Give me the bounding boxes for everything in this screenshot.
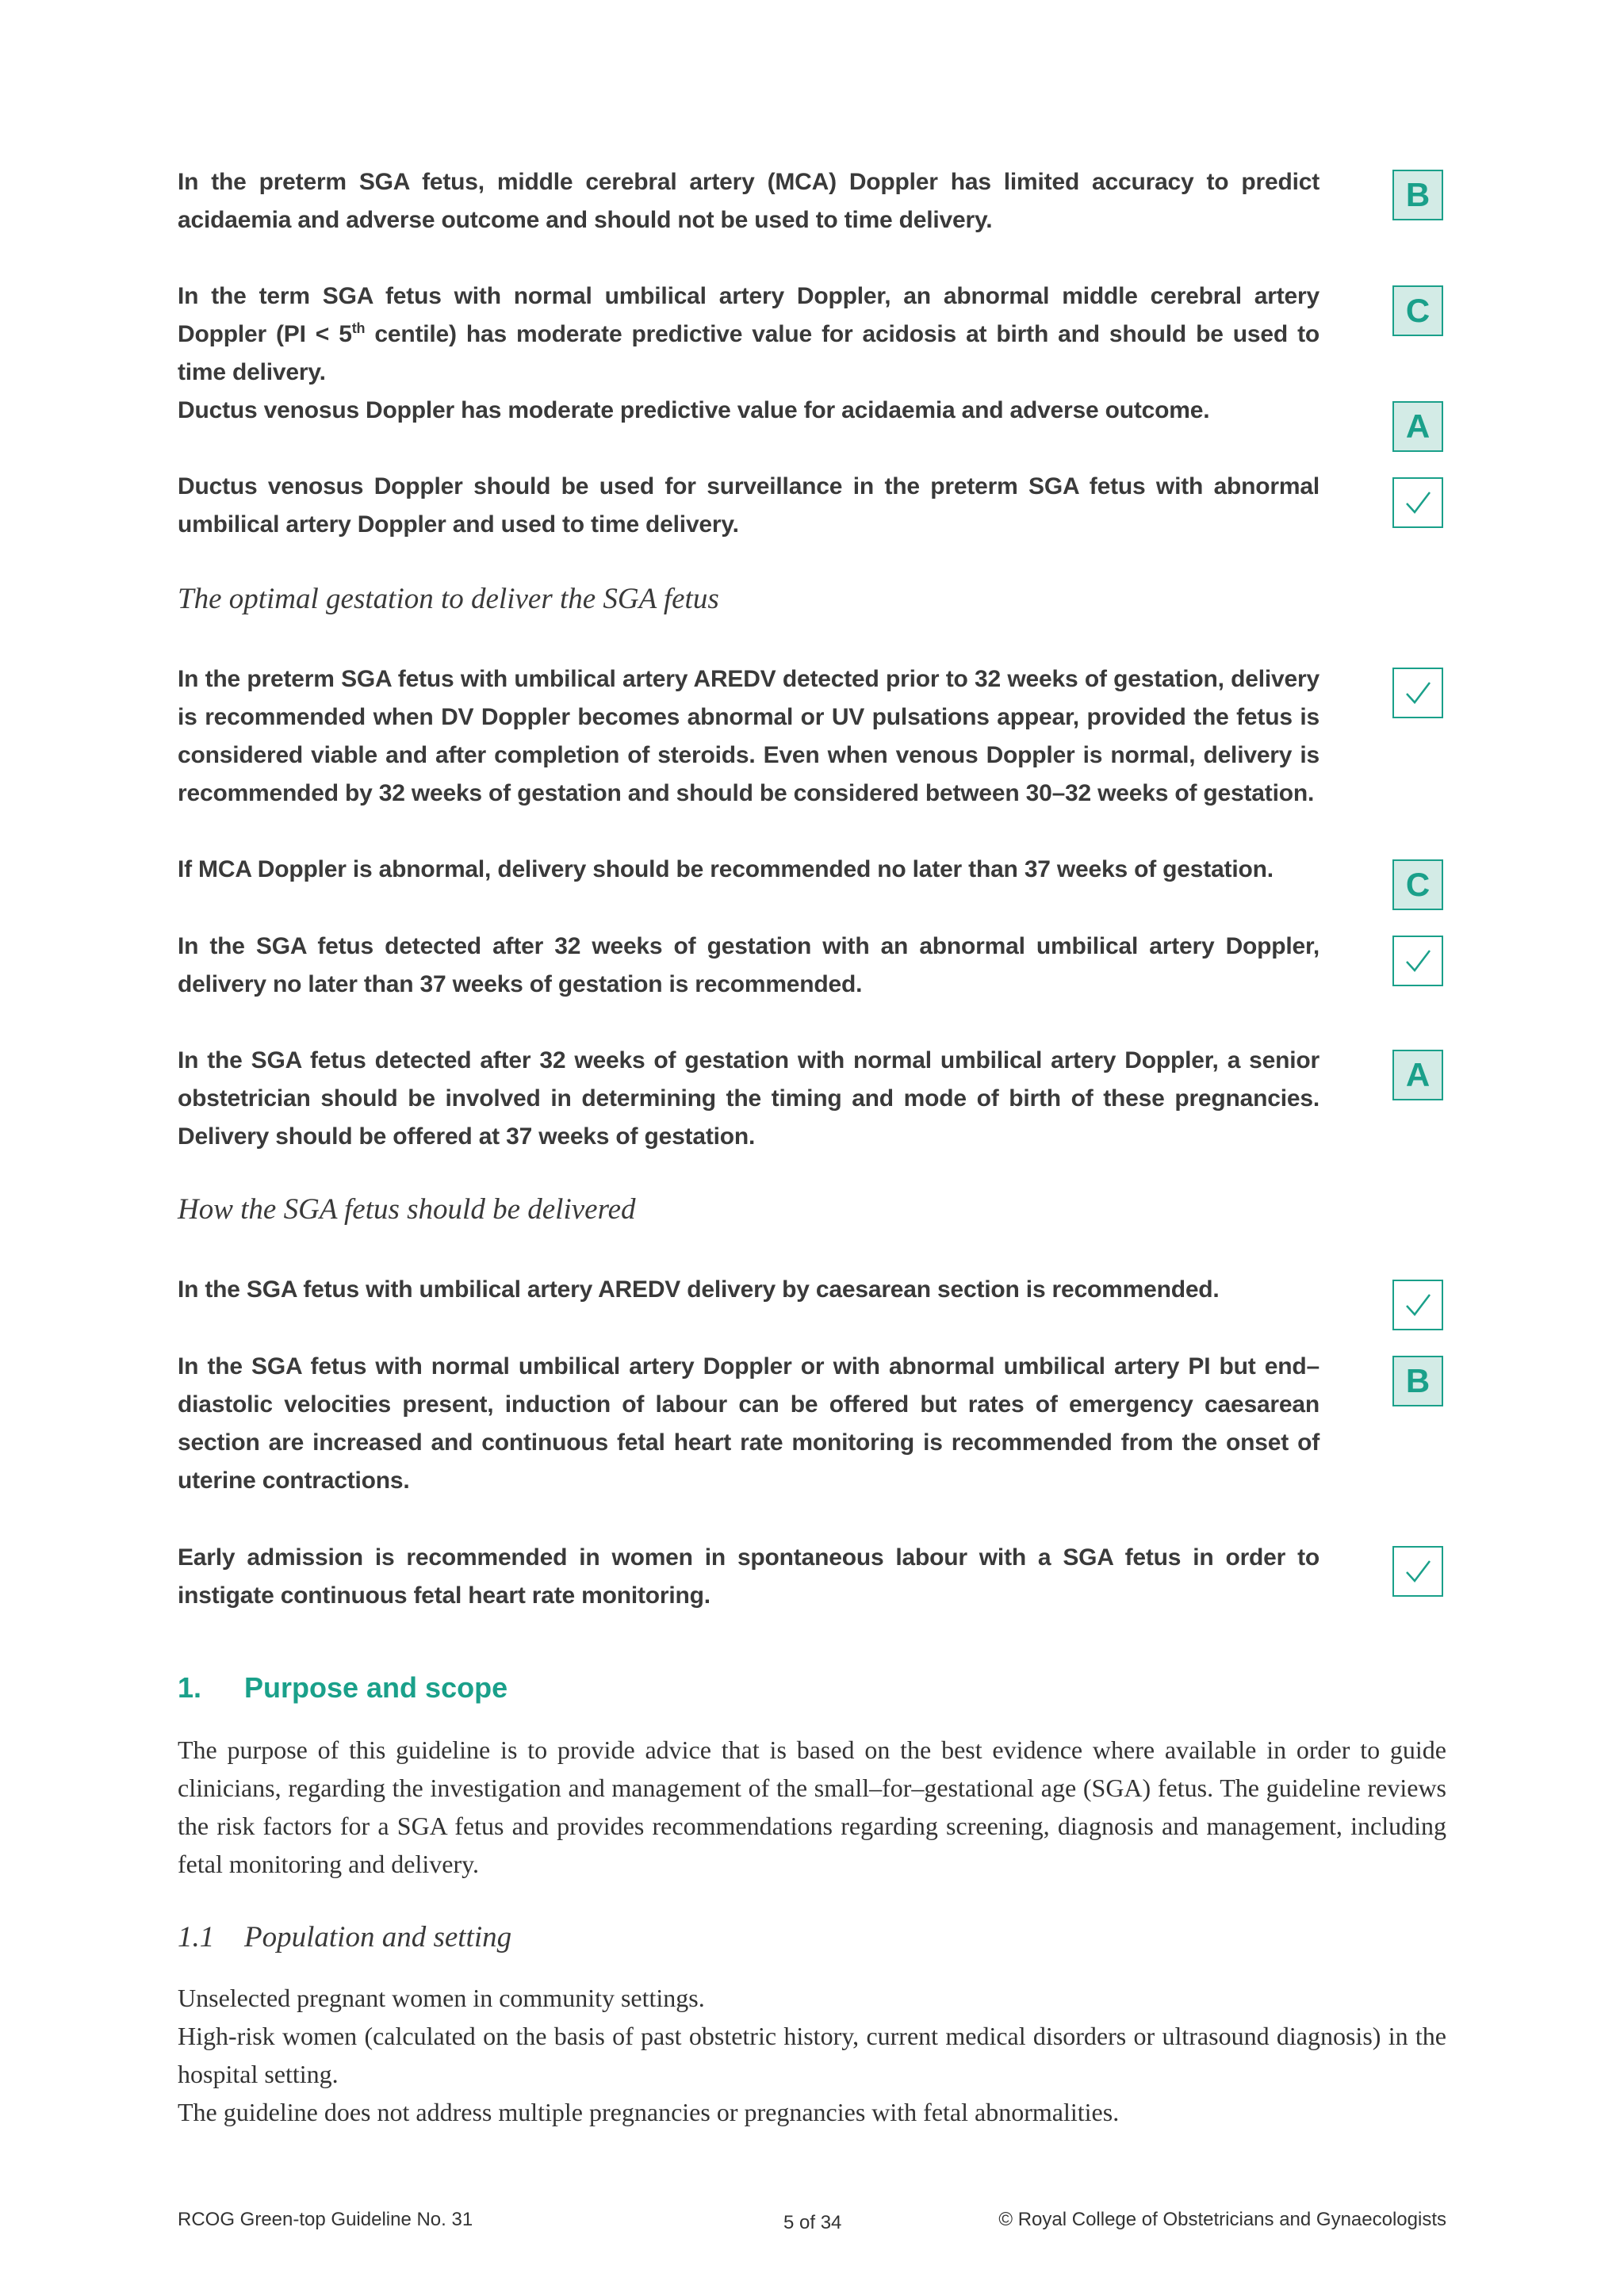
grade-badge: A [1392,401,1443,452]
subheading-optimal-gestation: The optimal gestation to deliver the SGA fetus [178,583,719,615]
check-mark-icon [1402,945,1434,977]
recommendation-9 [178,1271,1320,1309]
recommendation-8 [178,1042,1320,1156]
recommendation-text: Ductus venosus Doppler should be used for surveillance in the preterm SGA fetus with abnormal umbilical artery Doppler and used to time delivery. [178,473,1320,538]
recommendation-11 [178,1539,1320,1615]
section-heading [178,1671,508,1705]
subsection-title: Population and setting [244,1921,512,1954]
check-mark-icon [1402,1556,1434,1587]
recommendation-text: In the SGA fetus with umbilical artery AREDV delivery by caesarean section is recommended. [178,1276,1220,1303]
grade-badge-tick [1392,1546,1443,1597]
grade-badge: B [1392,170,1443,220]
recommendation-text: In the SGA fetus with normal umbilical artery Doppler or with abnormal umbilical artery PI but end–diastolic velocities present, induction of labour can be offered but rates of emergency caesarean section are increased and continuous fetal heart rate monitoring is recommended from the onset of uterine contractions. [178,1353,1320,1494]
check-mark-icon [1402,1289,1434,1321]
recommendation-text: Early admission is recommended in women in spontaneous labour with a SGA fetus in order to instigate continuous fetal heart rate monitoring. [178,1544,1320,1609]
recommendation-3 [178,392,1320,430]
grade-badge: C [1392,285,1443,336]
recommendation-4 [178,468,1320,544]
check-mark-icon [1402,487,1434,519]
recommendation-text: Ductus venosus Doppler has moderate predictive value for acidaemia and adverse outcome. [178,397,1210,423]
section-body: The purpose of this guideline is to provide advice that is based on the best evidence where available in order to guide clinicians, regarding the investigation and management of the small–for–gestational age (SGA) fetus. The guideline reviews the risk factors for a SGA fetus and provides recommendations regarding screening, diagnosis and management, including fetal monitoring and delivery. [178,1735,1446,1878]
grade-badge: B [1392,1356,1443,1406]
subsection-number: 1.1 [178,1921,215,1954]
recommendation-text: If MCA Doppler is abnormal, delivery should be recommended no later than 37 weeks of gestation. [178,856,1274,882]
check-mark-icon [1402,677,1434,709]
footer-guideline-name: RCOG Green-top Guideline No. 31 [178,2209,473,2230]
subheading-how-delivered: How the SGA fetus should be delivered [178,1193,636,1226]
grade-badge: C [1392,859,1443,910]
recommendation-2 [178,277,1320,392]
recommendation-text: In the preterm SGA fetus with umbilical artery AREDV detected prior to 32 weeks of gestation, delivery is recommended when DV Doppler becomes abnormal or UV pulsations appear, provided the fetus is considered viable and after completion of steroids. Even when venous Doppler is normal, delivery is recommended by 32 weeks of gestation and should be considered between 30–32 weeks of gestation. [178,666,1320,806]
recommendation-text: In the SGA fetus detected after 32 weeks of gestation with normal umbilical artery Doppler, a senior obstetrician should be involved in determining the timing and mode of birth of these pregnancies. Delivery should be offered at 37 weeks of gestation. [178,1047,1320,1150]
recommendation-text: In the SGA fetus detected after 32 weeks of gestation with an abnormal umbilical artery Doppler, delivery no later than 37 weeks of gestation is recommended. [178,933,1320,997]
footer-copyright: © Royal College of Obstetricians and Gynaecologists [998,2209,1446,2230]
grade-badge-tick [1392,936,1443,986]
recommendation-1 [178,163,1320,239]
body-line: The guideline does not address multiple pregnancies or pregnancies with fetal abnormalities. [178,2098,1120,2126]
body-line: High-risk women (calculated on the basis of past obstetric history, current medical disorders or ultrasound diagnosis) in the hospital setting. [178,2022,1446,2088]
subsection-body [178,1979,1446,2131]
section-number: 1. [178,1671,202,1704]
footer-page-number: 5 of 34 [783,2212,842,2233]
grade-badge-tick [1392,1280,1443,1330]
grade-badge-tick [1392,477,1443,528]
recommendation-10 [178,1348,1320,1500]
recommendation-text: In the preterm SGA fetus, middle cerebral artery (MCA) Doppler has limited accuracy to predict acidaemia and adverse outcome and should not be used to time delivery. [178,169,1320,233]
body-line: Unselected pregnant women in community settings. [178,1984,705,2012]
recommendation-6 [178,851,1320,889]
recommendation-5 [178,660,1320,813]
grade-badge-tick [1392,668,1443,718]
recommendation-7 [178,928,1320,1004]
grade-badge: A [1392,1050,1443,1100]
subsection-heading [178,1920,511,1954]
section-title: Purpose and scope [244,1671,508,1704]
recommendation-text: In the term SGA fetus with normal umbilical artery Doppler, an abnormal middle cerebral artery Doppler (PI < 5th centile) has moderate predictive value for acidosis at birth and should be used to time delivery. [178,283,1320,385]
